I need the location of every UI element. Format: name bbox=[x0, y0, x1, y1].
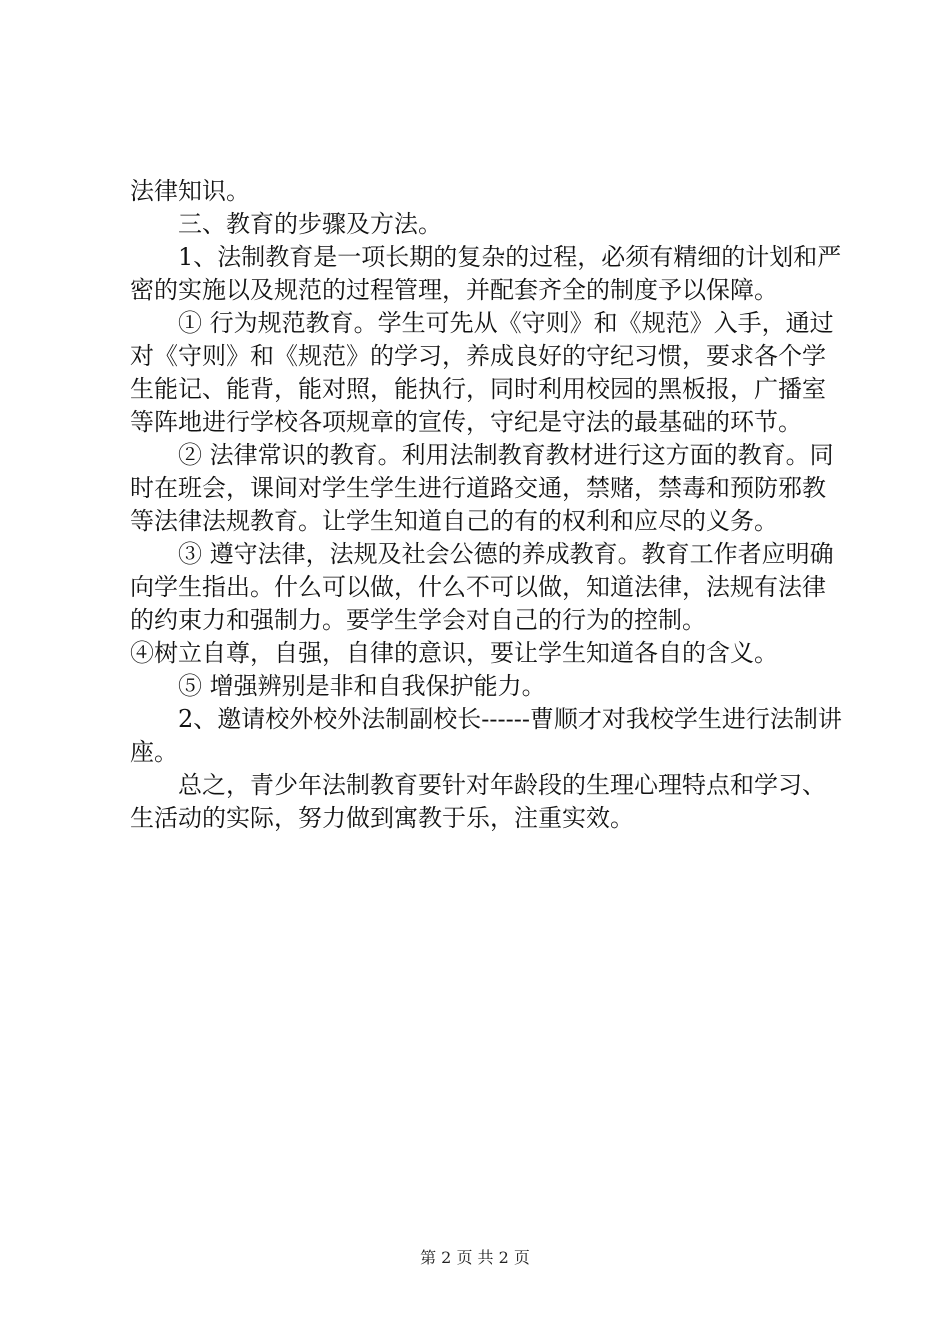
section-heading: 三、教育的步骤及方法。 bbox=[178, 210, 442, 238]
paragraph-summary: 总之，青少年法制教育要针对年龄段的生理心理特点和学习、生活动的实际，努力做到寓教于乐，注重实效。 bbox=[130, 771, 826, 832]
paragraph-item-4: ④树立自尊，自强，自律的意识，要让学生知道各自的含义。 bbox=[130, 639, 778, 667]
paragraph-continuation: 法律知识。 bbox=[130, 177, 250, 205]
paragraph-step-2: 2、邀请校外校外法制副校长------曹顺才对我校学生进行法制讲座。 bbox=[130, 705, 842, 766]
paragraph-item-1: ① 行为规范教育。学生可先从《守则》和《规范》入手，通过对《守则》和《规范》的学习，养成良好的守纪习惯，要求各个学生能记、能背，能对照，能执行，同时利用校园的黑板报，广播室等阵地进行学校各项规章的宣传，守纪是守法的最基础的环节。 bbox=[130, 309, 834, 436]
document-body bbox=[130, 175, 845, 835]
paragraph-item-2: ② 法律常识的教育。利用法制教育教材进行这方面的教育。同时在班会，课间对学生学生进行道路交通，禁赌，禁毒和预防邪教等法律法规教育。让学生知道自己的有的权利和应尽的义务。 bbox=[130, 441, 834, 535]
paragraph-item-3: ③ 遵守法律，法规及社会公德的养成教育。教育工作者应明确向学生指出。什么可以做，什么不可以做，知道法律，法规有法律的约束力和强制力。要学生学会对自己的行为的控制。 bbox=[130, 540, 834, 634]
paragraph-step-1: 1、法制教育是一项长期的复杂的过程，必须有精细的计划和严密的实施以及规范的过程管理，并配套齐全的制度予以保障。 bbox=[130, 243, 842, 304]
page-number-footer: 第 2 页 共 2 页 bbox=[420, 1248, 530, 1267]
paragraph-item-5: ⑤ 增强辨别是非和自我保护能力。 bbox=[178, 672, 546, 700]
